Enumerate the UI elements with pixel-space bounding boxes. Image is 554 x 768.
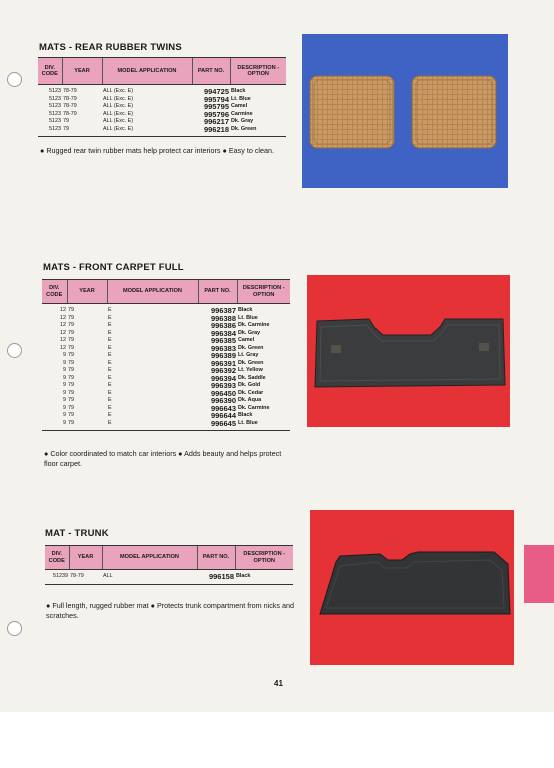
year-cell: 78-79 <box>63 103 77 109</box>
year-cell: 79 <box>68 329 74 336</box>
year-cell: 79 <box>68 419 74 426</box>
div-code-cell: 9 <box>63 374 66 381</box>
model-cell: E <box>108 307 112 313</box>
table-row <box>38 111 286 119</box>
year-cell: 79 <box>68 337 74 343</box>
div-code-cell: 12 <box>60 344 66 351</box>
table-row <box>38 103 286 111</box>
table-row <box>42 382 290 390</box>
table-row <box>42 405 290 413</box>
part-number-cell: 996389 <box>210 351 236 360</box>
description-cell: Dk. Saddle <box>238 374 266 381</box>
model-cell: ALL (Exc. E) <box>103 125 134 132</box>
div-code-cell: 5123 <box>49 118 61 124</box>
div-code-cell: 9 <box>63 352 66 358</box>
section-title: MAT - TRUNK <box>45 528 109 539</box>
description-cell: Lt. Blue <box>238 314 258 321</box>
column-header: PART NO. <box>198 280 237 304</box>
model-cell: E <box>108 367 112 373</box>
description-cell: Dk. Gray <box>231 118 254 124</box>
year-cell: 79 <box>68 412 74 418</box>
div-code-cell: 12 <box>60 322 66 328</box>
description-cell: Black <box>238 412 253 418</box>
year-cell: 79 <box>68 322 74 328</box>
year-cell: 78-79 <box>70 573 84 579</box>
table-row <box>42 315 290 323</box>
model-cell: E <box>108 352 112 358</box>
part-number-cell: 996218 <box>203 124 229 134</box>
model-cell: ALL (Exc. E) <box>103 103 134 109</box>
model-cell: E <box>108 314 112 321</box>
description-cell: Black <box>236 573 251 579</box>
part-number-cell: 996644 <box>210 411 236 420</box>
description-cell: Black <box>238 307 253 313</box>
div-code-cell: 5123 <box>49 110 61 117</box>
div-code-cell: 9 <box>63 359 66 366</box>
year-cell: 79 <box>63 118 69 124</box>
column-header: MODEL APPLICATION <box>102 546 197 570</box>
table-row <box>42 367 290 375</box>
part-number-cell: 996388 <box>210 313 236 323</box>
model-cell: E <box>108 404 112 411</box>
year-cell: 79 <box>68 314 74 321</box>
model-cell: E <box>108 359 112 366</box>
model-cell: E <box>108 382 112 388</box>
description-cell: Dk. Carmine <box>238 322 270 328</box>
div-code-cell: 9 <box>63 412 66 418</box>
year-cell: 79 <box>68 397 74 403</box>
column-header: PART NO. <box>192 58 230 85</box>
part-number-cell: 996393 <box>210 381 236 390</box>
column-header: YEAR <box>67 280 107 304</box>
model-cell: E <box>108 344 112 351</box>
div-code-cell: 5123 <box>49 125 61 132</box>
table-row <box>42 345 290 353</box>
table-row <box>45 573 293 581</box>
div-code-cell: 9 <box>63 367 66 373</box>
model-cell: E <box>108 397 112 403</box>
div-code-cell: 9 <box>63 397 66 403</box>
year-cell: 78-79 <box>63 88 77 94</box>
binder-hole <box>7 343 22 358</box>
year-cell: 79 <box>68 352 74 358</box>
table-row <box>42 412 290 420</box>
column-header: PART NO. <box>197 546 235 570</box>
binder-hole <box>7 72 22 87</box>
column-header: DESCRIPTION - OPTION <box>230 58 286 85</box>
table-row <box>38 96 286 104</box>
year-cell: 79 <box>68 404 74 411</box>
product-note: ● Color coordinated to match car interiors ● Adds beauty and helps protect floor carpet. <box>44 449 282 468</box>
column-header: DESCRIPTION - OPTION <box>235 546 293 570</box>
description-cell: Black <box>231 88 246 94</box>
model-cell: E <box>108 337 112 343</box>
model-cell: E <box>108 374 112 381</box>
year-cell: 79 <box>68 382 74 388</box>
column-header: DESCRIPTION - OPTION <box>237 280 290 304</box>
description-cell: Dk. Green <box>238 359 264 366</box>
table-row <box>38 126 286 134</box>
section-title: MATS - REAR RUBBER TWINS <box>39 42 182 53</box>
part-number-cell: 996390 <box>210 396 236 405</box>
year-cell: 79 <box>68 307 74 313</box>
div-code-cell: 12 <box>60 314 66 321</box>
model-cell: E <box>108 322 112 328</box>
description-cell: Dk. Gold <box>238 382 261 388</box>
column-header: DIV. CODE <box>38 58 62 85</box>
part-number-cell: 996645 <box>210 418 236 428</box>
table-row <box>42 397 290 405</box>
parts-table <box>38 57 286 137</box>
model-cell: ALL (Exc. E) <box>103 110 134 117</box>
part-number-cell: 996392 <box>210 366 236 375</box>
div-code-cell: 5123 <box>49 88 61 94</box>
table-row <box>42 322 290 330</box>
section-title: MATS - FRONT CARPET FULL <box>43 262 184 273</box>
description-cell: Lt. Yellow <box>238 367 263 373</box>
part-number-cell: 996391 <box>210 358 236 368</box>
description-cell: Dk. Green <box>238 344 264 351</box>
table-row <box>42 330 290 338</box>
model-cell: E <box>108 412 112 418</box>
table-row <box>42 360 290 368</box>
column-header: DIV. CODE <box>45 546 69 570</box>
year-cell: 79 <box>68 367 74 373</box>
div-code-cell: 51239 <box>53 573 68 579</box>
year-cell: 79 <box>63 125 69 132</box>
description-cell: Dk. Green <box>231 125 257 132</box>
rear-rubber-twin-mats-photo <box>302 34 508 188</box>
part-number-cell: 996386 <box>210 321 236 330</box>
part-number-cell: 996383 <box>210 343 236 353</box>
year-cell: 79 <box>68 389 74 396</box>
table-row <box>42 375 290 383</box>
table-row <box>42 420 290 428</box>
part-number-cell: 995795 <box>203 102 229 111</box>
description-cell: Camel <box>238 337 255 343</box>
part-number-cell: 996217 <box>203 117 229 126</box>
binder-hole <box>7 621 22 636</box>
column-header: MODEL APPLICATION <box>102 58 192 85</box>
description-cell: Carmine <box>231 110 253 117</box>
description-cell: Dk. Aqua <box>238 397 262 403</box>
div-code-cell: 12 <box>60 307 66 313</box>
part-number-cell: 996158 <box>208 572 234 581</box>
model-cell: E <box>108 329 112 336</box>
description-cell: Dk. Gray <box>238 329 261 336</box>
front-carpet-mat-photo <box>307 275 510 427</box>
year-cell: 79 <box>68 344 74 351</box>
trunk-mat-photo <box>310 510 514 665</box>
column-header: YEAR <box>69 546 102 570</box>
model-cell: E <box>108 419 112 426</box>
part-number-cell: 994725 <box>203 87 229 96</box>
product-note: ● Full length, rugged rubber mat ● Protects trunk compartment from nicks and scratches. <box>46 601 294 620</box>
description-cell: Lt. Blue <box>231 95 251 102</box>
part-number-cell: 995794 <box>203 94 229 104</box>
model-cell: ALL (Exc. E) <box>103 88 134 94</box>
description-cell: Dk. Carmine <box>238 404 270 411</box>
table-row <box>42 390 290 398</box>
model-cell: ALL <box>103 573 113 579</box>
column-header: MODEL APPLICATION <box>107 280 198 304</box>
table-row <box>42 307 290 315</box>
year-cell: 79 <box>68 374 74 381</box>
part-number-cell: 995796 <box>203 109 229 119</box>
column-header: YEAR <box>62 58 102 85</box>
model-cell: E <box>108 389 112 396</box>
parts-table <box>42 279 290 431</box>
part-number-cell: 996385 <box>210 336 236 345</box>
div-code-cell: 5123 <box>49 95 61 102</box>
column-header: DIV. CODE <box>42 280 67 304</box>
year-cell: 79 <box>68 359 74 366</box>
table-row <box>42 352 290 360</box>
description-cell: Camel <box>231 103 248 109</box>
model-cell: ALL (Exc. E) <box>103 95 134 102</box>
div-code-cell: 9 <box>63 382 66 388</box>
part-number-cell: 996394 <box>210 373 236 383</box>
part-number-cell: 996643 <box>210 403 236 413</box>
part-number-cell: 996450 <box>210 388 236 398</box>
product-note: ● Rugged rear twin rubber mats help protect car interiors ● Easy to clean. <box>40 146 274 155</box>
page-number: 41 <box>274 679 283 688</box>
div-code-cell: 9 <box>63 404 66 411</box>
table-row <box>38 118 286 126</box>
description-cell: Dk. Cedar <box>238 389 264 396</box>
description-cell: Lt. Gray <box>238 352 259 358</box>
div-code-cell: 12 <box>60 337 66 343</box>
model-cell: ALL (Exc. E) <box>103 118 134 124</box>
part-number-cell: 996387 <box>210 306 236 315</box>
parts-table <box>45 545 293 585</box>
description-cell: Lt. Blue <box>238 419 258 426</box>
div-code-cell: 9 <box>63 419 66 426</box>
table-row <box>42 337 290 345</box>
table-row <box>38 88 286 96</box>
year-cell: 78-79 <box>63 95 77 102</box>
div-code-cell: 5123 <box>49 103 61 109</box>
div-code-cell: 12 <box>60 329 66 336</box>
part-number-cell: 996384 <box>210 328 236 338</box>
year-cell: 78-79 <box>63 110 77 117</box>
index-tab <box>524 545 554 603</box>
div-code-cell: 9 <box>63 389 66 396</box>
